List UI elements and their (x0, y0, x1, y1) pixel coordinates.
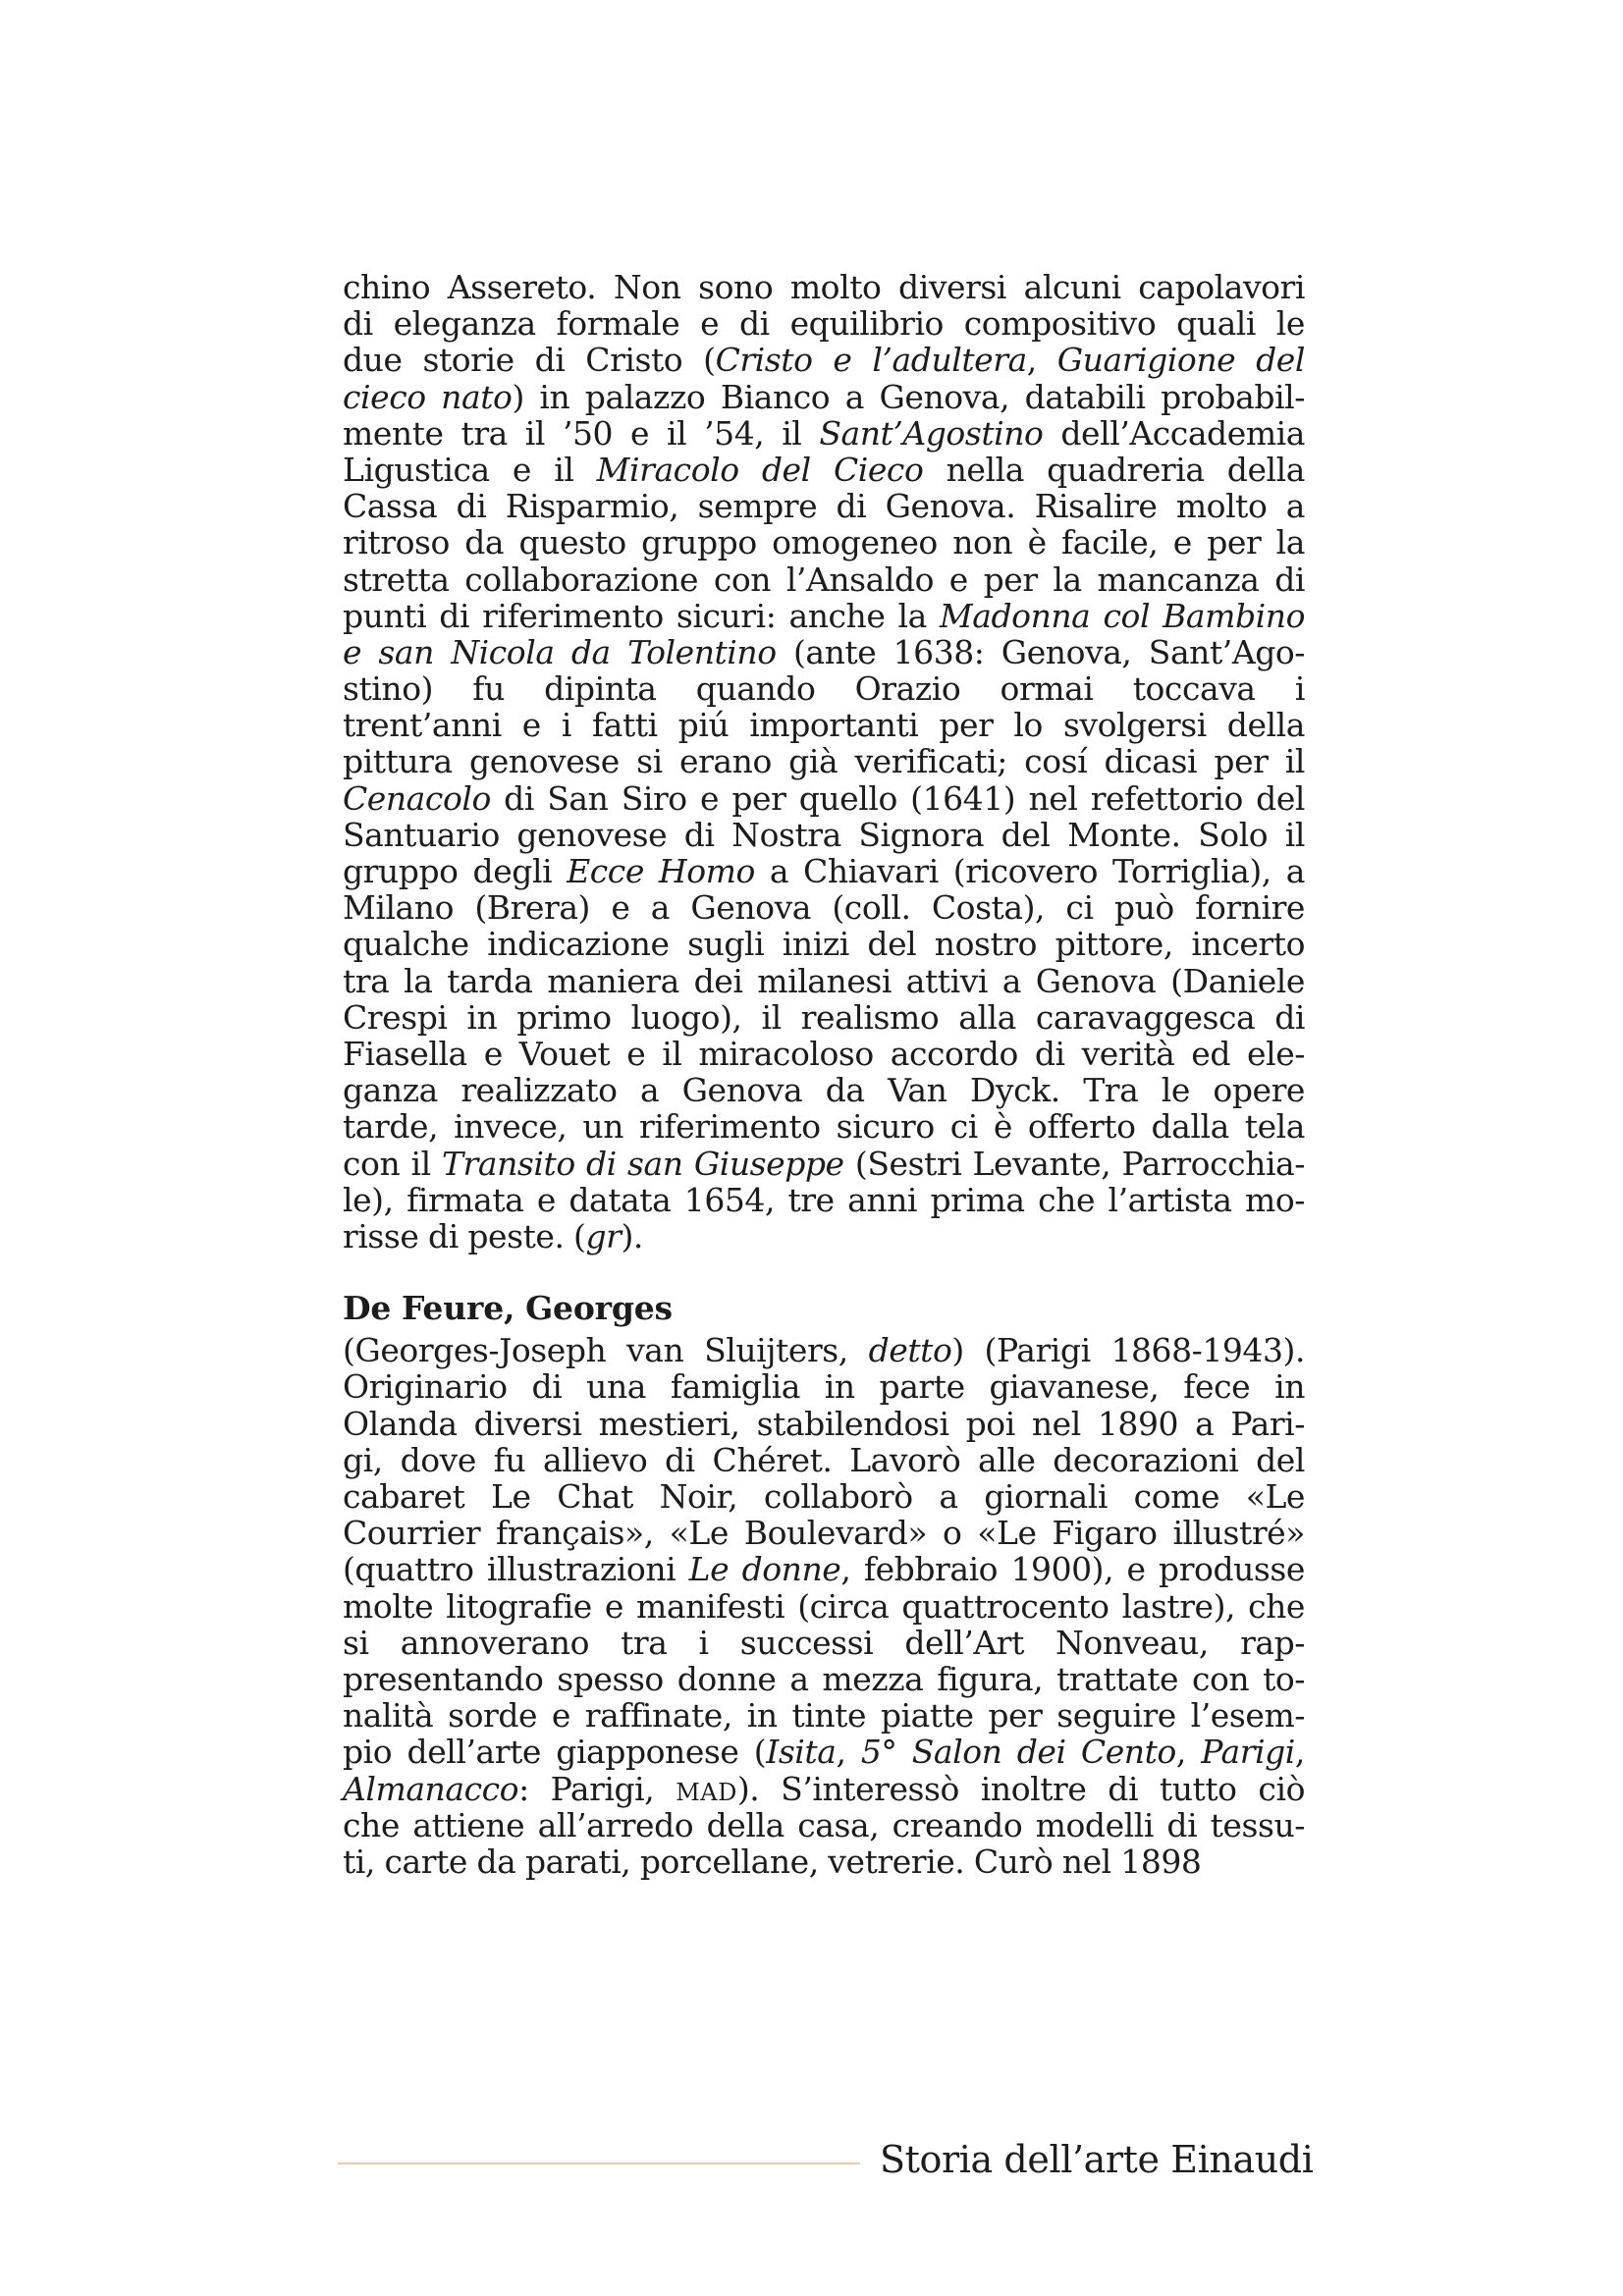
body-paragraph (343, 269, 1305, 1255)
text-run: stino) fu dipinta quando Orazio ormai toccava i (343, 669, 1305, 709)
text-run: Courrier français», «Le Boulevard» o «Le Figaro illustré» (343, 1514, 1305, 1553)
entry-heading: De Feure, Georges (343, 1289, 673, 1328)
small-caps-abbreviation: MAD (676, 1778, 737, 1806)
text-line (343, 1661, 1305, 1697)
text-run: stretta collaborazione con l’Ansaldo e per la mancanza di (343, 560, 1305, 599)
text-run: Originario di una famiglia in parte giavanese, fece in (343, 1367, 1305, 1407)
text-run: ). (621, 1216, 643, 1255)
text-run: risse di peste. ( (343, 1216, 586, 1255)
italic-title: 5° Salon dei Cento (860, 1733, 1176, 1772)
italic-title: Parigi (1201, 1733, 1295, 1772)
text-run: (Georges-Joseph van Sluijters, (343, 1331, 869, 1370)
text-run: , (1026, 341, 1057, 380)
text-run: gi, dove fu allievo di Chéret. Lavorò alle decorazioni del (343, 1440, 1305, 1479)
text-run: cabaret Le Chat Noir, collaborò a giornali come «Le (343, 1477, 1305, 1516)
text-line (343, 379, 1305, 415)
text-run: ) (Parigi 1868-1943). (951, 1331, 1305, 1370)
text-run: ganza realizzato a Genova da Van Dyck. Tra le opere (343, 1071, 1305, 1110)
text-run: ti, carte da parati, porcellane, vetrerie. Curò nel 1898 (343, 1842, 1202, 1881)
text-run: , (1294, 1733, 1305, 1772)
text-line (343, 415, 1305, 452)
text-line (343, 561, 1305, 598)
footer-title: Storia dell’arte Einaudi (880, 2138, 1314, 2181)
text-run: (Sestri Levante, Parrocchia- (843, 1144, 1305, 1183)
text-line (343, 1697, 1305, 1734)
italic-title: Guarigione del (1056, 341, 1305, 380)
italic-title: Almanacco (343, 1769, 519, 1808)
text-run: dell’Accademia (1043, 413, 1305, 453)
text-line (343, 1771, 1305, 1807)
text-run: a Chiavari (ricovero Torriglia), a (754, 852, 1305, 890)
footer-rule (338, 2163, 860, 2164)
text-run: pittura genovese si erano già verificati; cosí dicasi per il (343, 742, 1305, 781)
text-line (343, 963, 1305, 999)
text-line (343, 1551, 1305, 1587)
text-run: nella quadreria della (923, 450, 1305, 489)
text-line (343, 1843, 1305, 1880)
text-run: punti di riferimento sicuri: anche la (343, 596, 940, 635)
text-run: ritroso da questo gruppo omogeneo non è facile, e per la (343, 523, 1305, 562)
text-run: , (836, 1733, 861, 1772)
text-run: tarde, invece, un riferimento sicuro ci è offerto dalla tela (343, 1107, 1305, 1147)
text-line (343, 1406, 1305, 1442)
text-run: si annoverano tra i successi dell’Art Nonveau, rap- (343, 1623, 1305, 1662)
text-run: , (1175, 1733, 1202, 1772)
text-line (343, 305, 1305, 342)
text-line (343, 1218, 1305, 1255)
text-run: chino Assereto. Non sono molto diversi alcuni capolavori (343, 268, 1305, 306)
text-line (343, 1332, 1305, 1368)
page-body (343, 269, 1305, 1880)
italic-title: Sant’Agostino (819, 413, 1044, 453)
text-run: mente tra il ’50 e il ’54, il (343, 413, 820, 453)
text-line (343, 1036, 1305, 1072)
italic-title: cieco nato (343, 377, 513, 416)
italic-title: Cristo e l’adultera (715, 341, 1027, 380)
text-line (343, 488, 1305, 524)
text-line (343, 1515, 1305, 1551)
text-run: nalità sorde e raffinate, in tinte piatte per seguire l’esem- (343, 1696, 1305, 1735)
italic-title: Ecce Homo (567, 852, 755, 890)
text-run: due storie di Cristo ( (343, 341, 716, 380)
entry-paragraph (343, 1332, 1305, 1880)
text-line (343, 1108, 1305, 1145)
italic-title: Cenacolo (343, 778, 491, 818)
text-run: Olanda diversi mestieri, stabilendosi poi nel 1890 a Pari- (343, 1404, 1305, 1443)
text-line (343, 269, 1305, 305)
text-line (343, 743, 1305, 779)
text-run: pio dell’arte giapponese ( (343, 1733, 767, 1772)
italic-title: Isita (766, 1733, 837, 1772)
text-line (343, 1146, 1305, 1182)
text-line (343, 1442, 1305, 1478)
text-run: (quattro illustrazioni (343, 1550, 689, 1589)
text-run: trent’anni e i fatti piú importanti per lo svolgersi della (343, 706, 1305, 745)
italic-title: detto (868, 1331, 952, 1370)
italic-title: Transito di san Giuseppe (442, 1144, 844, 1183)
text-line (343, 1588, 1305, 1625)
text-run: ) in palazzo Bianco a Genova, databili probabil- (512, 377, 1305, 416)
text-line (343, 999, 1305, 1036)
text-run: tra la tarda maniera dei milanesi attivi a Genova (Daniele (343, 961, 1305, 1000)
text-line (343, 707, 1305, 743)
text-line (343, 342, 1305, 378)
text-line (343, 926, 1305, 962)
text-line (343, 634, 1305, 670)
text-line (343, 853, 1305, 889)
text-run: con il (343, 1144, 442, 1183)
text-run: che attiene all’arredo della casa, creando modelli di tessu- (343, 1805, 1305, 1844)
text-run: qualche indicazione sugli inizi del nostro pittore, incerto (343, 925, 1305, 964)
text-line (343, 1368, 1305, 1405)
text-run: Ligustica e il (343, 450, 597, 489)
text-line (343, 889, 1305, 926)
text-run: Santuario genovese di Nostra Signora del Monte. Solo il (343, 815, 1305, 854)
italic-title: Madonna col Bambino (939, 596, 1305, 635)
text-line (343, 817, 1305, 853)
italic-title: gr (585, 1216, 622, 1255)
text-run: di eleganza formale e di equilibrio compositivo quali le (343, 304, 1305, 344)
text-run: ). S’interessò inoltre di tutto ciò (736, 1769, 1305, 1808)
text-line (343, 1625, 1305, 1661)
text-line (343, 780, 1305, 817)
italic-title: Miracolo del Cieco (596, 450, 924, 489)
text-run: presentando spesso donne a mezza figura, trattate con to- (343, 1659, 1305, 1698)
text-line (343, 670, 1305, 707)
text-run: (ante 1638: Genova, Sant’Ago- (776, 632, 1306, 671)
text-line (343, 1478, 1305, 1515)
text-line (343, 524, 1305, 561)
text-run: Cassa di Risparmio, sempre di Genova. Risalire molto a (343, 487, 1305, 526)
text-run: , febbraio 1900), e produsse (840, 1550, 1305, 1589)
text-line (343, 1807, 1305, 1843)
text-line (343, 452, 1305, 488)
text-run: di San Siro e per quello (1641) nel refettorio del (490, 778, 1305, 818)
text-run: : Parigi, (518, 1769, 676, 1808)
text-run: gruppo degli (343, 852, 568, 890)
text-run: molte litografie e manifesti (circa quattrocento lastre), che (343, 1586, 1305, 1626)
text-run: Fiasella e Vouet e il miracoloso accordo di verità ed ele- (343, 1034, 1305, 1073)
text-line (343, 1734, 1305, 1770)
italic-title: e san Nicola da Tolentino (343, 632, 777, 671)
text-line (343, 1182, 1305, 1218)
italic-title: Le donne (688, 1550, 841, 1589)
text-run: Crespi in primo luogo), il realismo alla caravaggesca di (343, 997, 1305, 1037)
text-line (343, 1072, 1305, 1108)
text-run: le), firmata e datata 1654, tre anni prima che l’artista mo- (343, 1180, 1305, 1219)
text-run: Milano (Brera) e a Genova (coll. Costa), ci può fornire (343, 888, 1305, 928)
text-line (343, 598, 1305, 634)
